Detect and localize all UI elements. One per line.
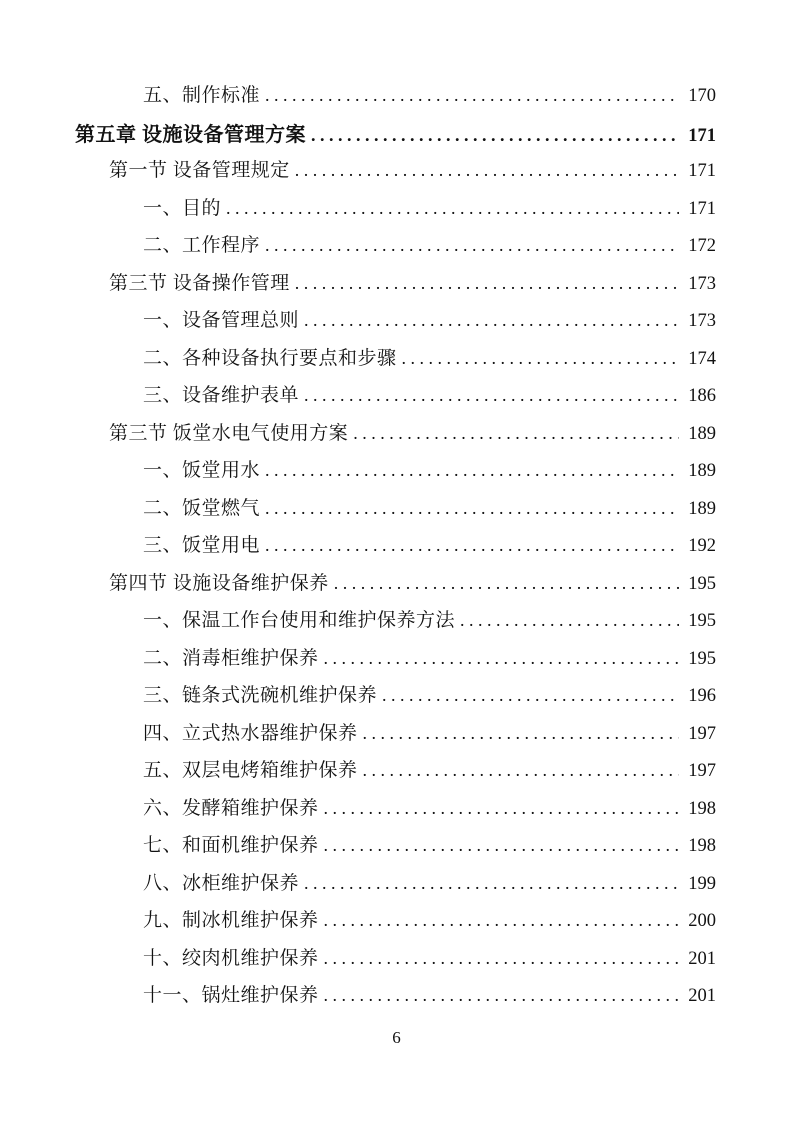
- toc-entry[interactable]: [75, 418, 716, 456]
- toc-page-number: 171: [688, 125, 716, 146]
- toc-entry[interactable]: [75, 455, 716, 493]
- toc-entry[interactable]: [75, 830, 716, 868]
- toc-page-number: 198: [688, 836, 716, 856]
- toc-entry[interactable]: [75, 530, 716, 568]
- toc-entry-label: 七、和面机维护保养: [143, 835, 319, 856]
- toc-entry-label: 第一节 设备管理规定: [109, 160, 290, 181]
- toc-page-number: 172: [688, 236, 716, 256]
- toc-entry[interactable]: [75, 155, 716, 193]
- toc-entry[interactable]: [75, 980, 716, 1018]
- toc-entry[interactable]: [75, 568, 716, 606]
- toc-dot-leader: [363, 760, 679, 782]
- toc-entry-label: 六、发酵箱维护保养: [143, 797, 319, 819]
- toc-entry-label: 三、设备维护表单: [143, 385, 300, 406]
- toc-entry-label: 一、保温工作台使用和维护保养方法: [143, 610, 456, 631]
- toc-entry[interactable]: [75, 605, 716, 643]
- toc-dot-leader: [265, 498, 679, 520]
- toc-entry[interactable]: [75, 268, 716, 306]
- toc-dot-leader: [363, 723, 679, 745]
- toc-dot-leader: [324, 910, 679, 932]
- toc-page-number: 174: [688, 348, 716, 369]
- toc-page-number: 197: [688, 761, 716, 781]
- toc-entry-label: 九、制冰机维护保养: [143, 910, 319, 931]
- toc-entry-label: 一、目的: [143, 197, 222, 219]
- toc-entry[interactable]: [75, 868, 716, 906]
- toc-page-number: 201: [688, 986, 716, 1006]
- toc-entry-label: 十一、锅灶维护保养: [143, 985, 319, 1006]
- toc-dot-leader: [311, 124, 679, 147]
- toc-entry-label: 二、消毒柜维护保养: [143, 647, 319, 669]
- toc-entry[interactable]: [75, 230, 716, 268]
- toc-page-number: 196: [688, 686, 716, 706]
- toc-dot-leader: [324, 798, 679, 820]
- toc-entry[interactable]: [75, 118, 716, 156]
- toc-page-number: 200: [688, 911, 716, 931]
- toc-dot-leader: [304, 310, 679, 332]
- toc-entry[interactable]: [75, 718, 716, 756]
- toc-entry[interactable]: [75, 380, 716, 418]
- page-number: 6: [392, 1028, 401, 1047]
- toc-page-number: 171: [688, 198, 716, 219]
- toc-page-number: 186: [688, 386, 716, 406]
- toc-dot-leader: [265, 85, 679, 107]
- toc-dot-leader: [265, 460, 679, 482]
- toc-entry-label: 三、饭堂用电: [143, 535, 261, 556]
- toc-page-number: 195: [688, 573, 716, 594]
- toc-entry-label: 一、设备管理总则: [143, 310, 300, 331]
- toc-entry[interactable]: [75, 343, 716, 381]
- toc-page-number: 189: [688, 423, 716, 444]
- toc-entry-label: 二、各种设备执行要点和步骤: [143, 347, 397, 369]
- toc-dot-leader: [402, 348, 679, 370]
- toc-page-number: 201: [688, 948, 716, 969]
- toc-entry-label: 五、双层电烤箱维护保养: [143, 760, 358, 781]
- toc-dot-leader: [295, 160, 679, 182]
- toc-page-number: 171: [688, 161, 716, 181]
- toc-page-number: 195: [688, 611, 716, 631]
- toc-page-number: 189: [688, 461, 716, 481]
- toc-entry[interactable]: [75, 80, 716, 118]
- toc-page-number: 199: [688, 873, 716, 894]
- toc-page-number: 173: [688, 311, 716, 331]
- toc-entry[interactable]: [75, 643, 716, 681]
- toc-page-number: 195: [688, 648, 716, 669]
- toc-entry-label: 四、立式热水器维护保养: [143, 722, 358, 744]
- toc-page-number: 189: [688, 498, 716, 519]
- toc-page-number: 197: [688, 723, 716, 744]
- toc-dot-leader: [324, 948, 679, 970]
- toc-entry-label: 第四节 设施设备维护保养: [109, 572, 329, 594]
- toc-dot-leader: [226, 198, 679, 220]
- toc-entry-label: 一、饭堂用水: [143, 460, 261, 481]
- toc-dot-leader: [304, 385, 679, 407]
- toc-entry-label: 五、制作标准: [143, 85, 261, 106]
- toc-entry-label: 三、链条式洗碗机维护保养: [143, 685, 378, 706]
- toc-page-number: 198: [688, 798, 716, 819]
- toc-entry[interactable]: [75, 680, 716, 718]
- toc-dot-leader: [324, 985, 679, 1007]
- toc-entry-label: 十、绞肉机维护保养: [143, 947, 319, 969]
- toc-list: [75, 80, 716, 1018]
- toc-page-number: 192: [688, 536, 716, 556]
- toc-dot-leader: [460, 610, 679, 632]
- toc-page-number: 170: [688, 86, 716, 106]
- toc-dot-leader: [304, 873, 679, 895]
- toc-dot-leader: [324, 835, 679, 857]
- toc-entry-label: 二、饭堂燃气: [143, 497, 261, 519]
- toc-entry[interactable]: [75, 493, 716, 531]
- toc-entry[interactable]: [75, 905, 716, 943]
- toc-dot-leader: [334, 573, 679, 595]
- toc-entry-label: 第五章 设施设备管理方案: [75, 123, 306, 146]
- toc-entry-label: 第三节 饭堂水电气使用方案: [109, 422, 349, 444]
- toc-entry[interactable]: [75, 193, 716, 231]
- toc-entry-label: 二、工作程序: [143, 235, 261, 256]
- toc-entry-label: 八、冰柜维护保养: [143, 872, 300, 894]
- toc-dot-leader: [295, 273, 679, 295]
- toc-entry[interactable]: [75, 943, 716, 981]
- toc-dot-leader: [324, 648, 679, 670]
- toc-dot-leader: [265, 235, 679, 257]
- toc-entry[interactable]: [75, 305, 716, 343]
- toc-entry-label: 第三节 设备操作管理: [109, 272, 290, 294]
- toc-dot-leader: [353, 423, 679, 445]
- toc-page-number: 173: [688, 273, 716, 294]
- toc-dot-leader: [265, 535, 679, 557]
- toc-dot-leader: [382, 685, 679, 707]
- toc-entry[interactable]: [75, 755, 716, 793]
- toc-entry[interactable]: [75, 793, 716, 831]
